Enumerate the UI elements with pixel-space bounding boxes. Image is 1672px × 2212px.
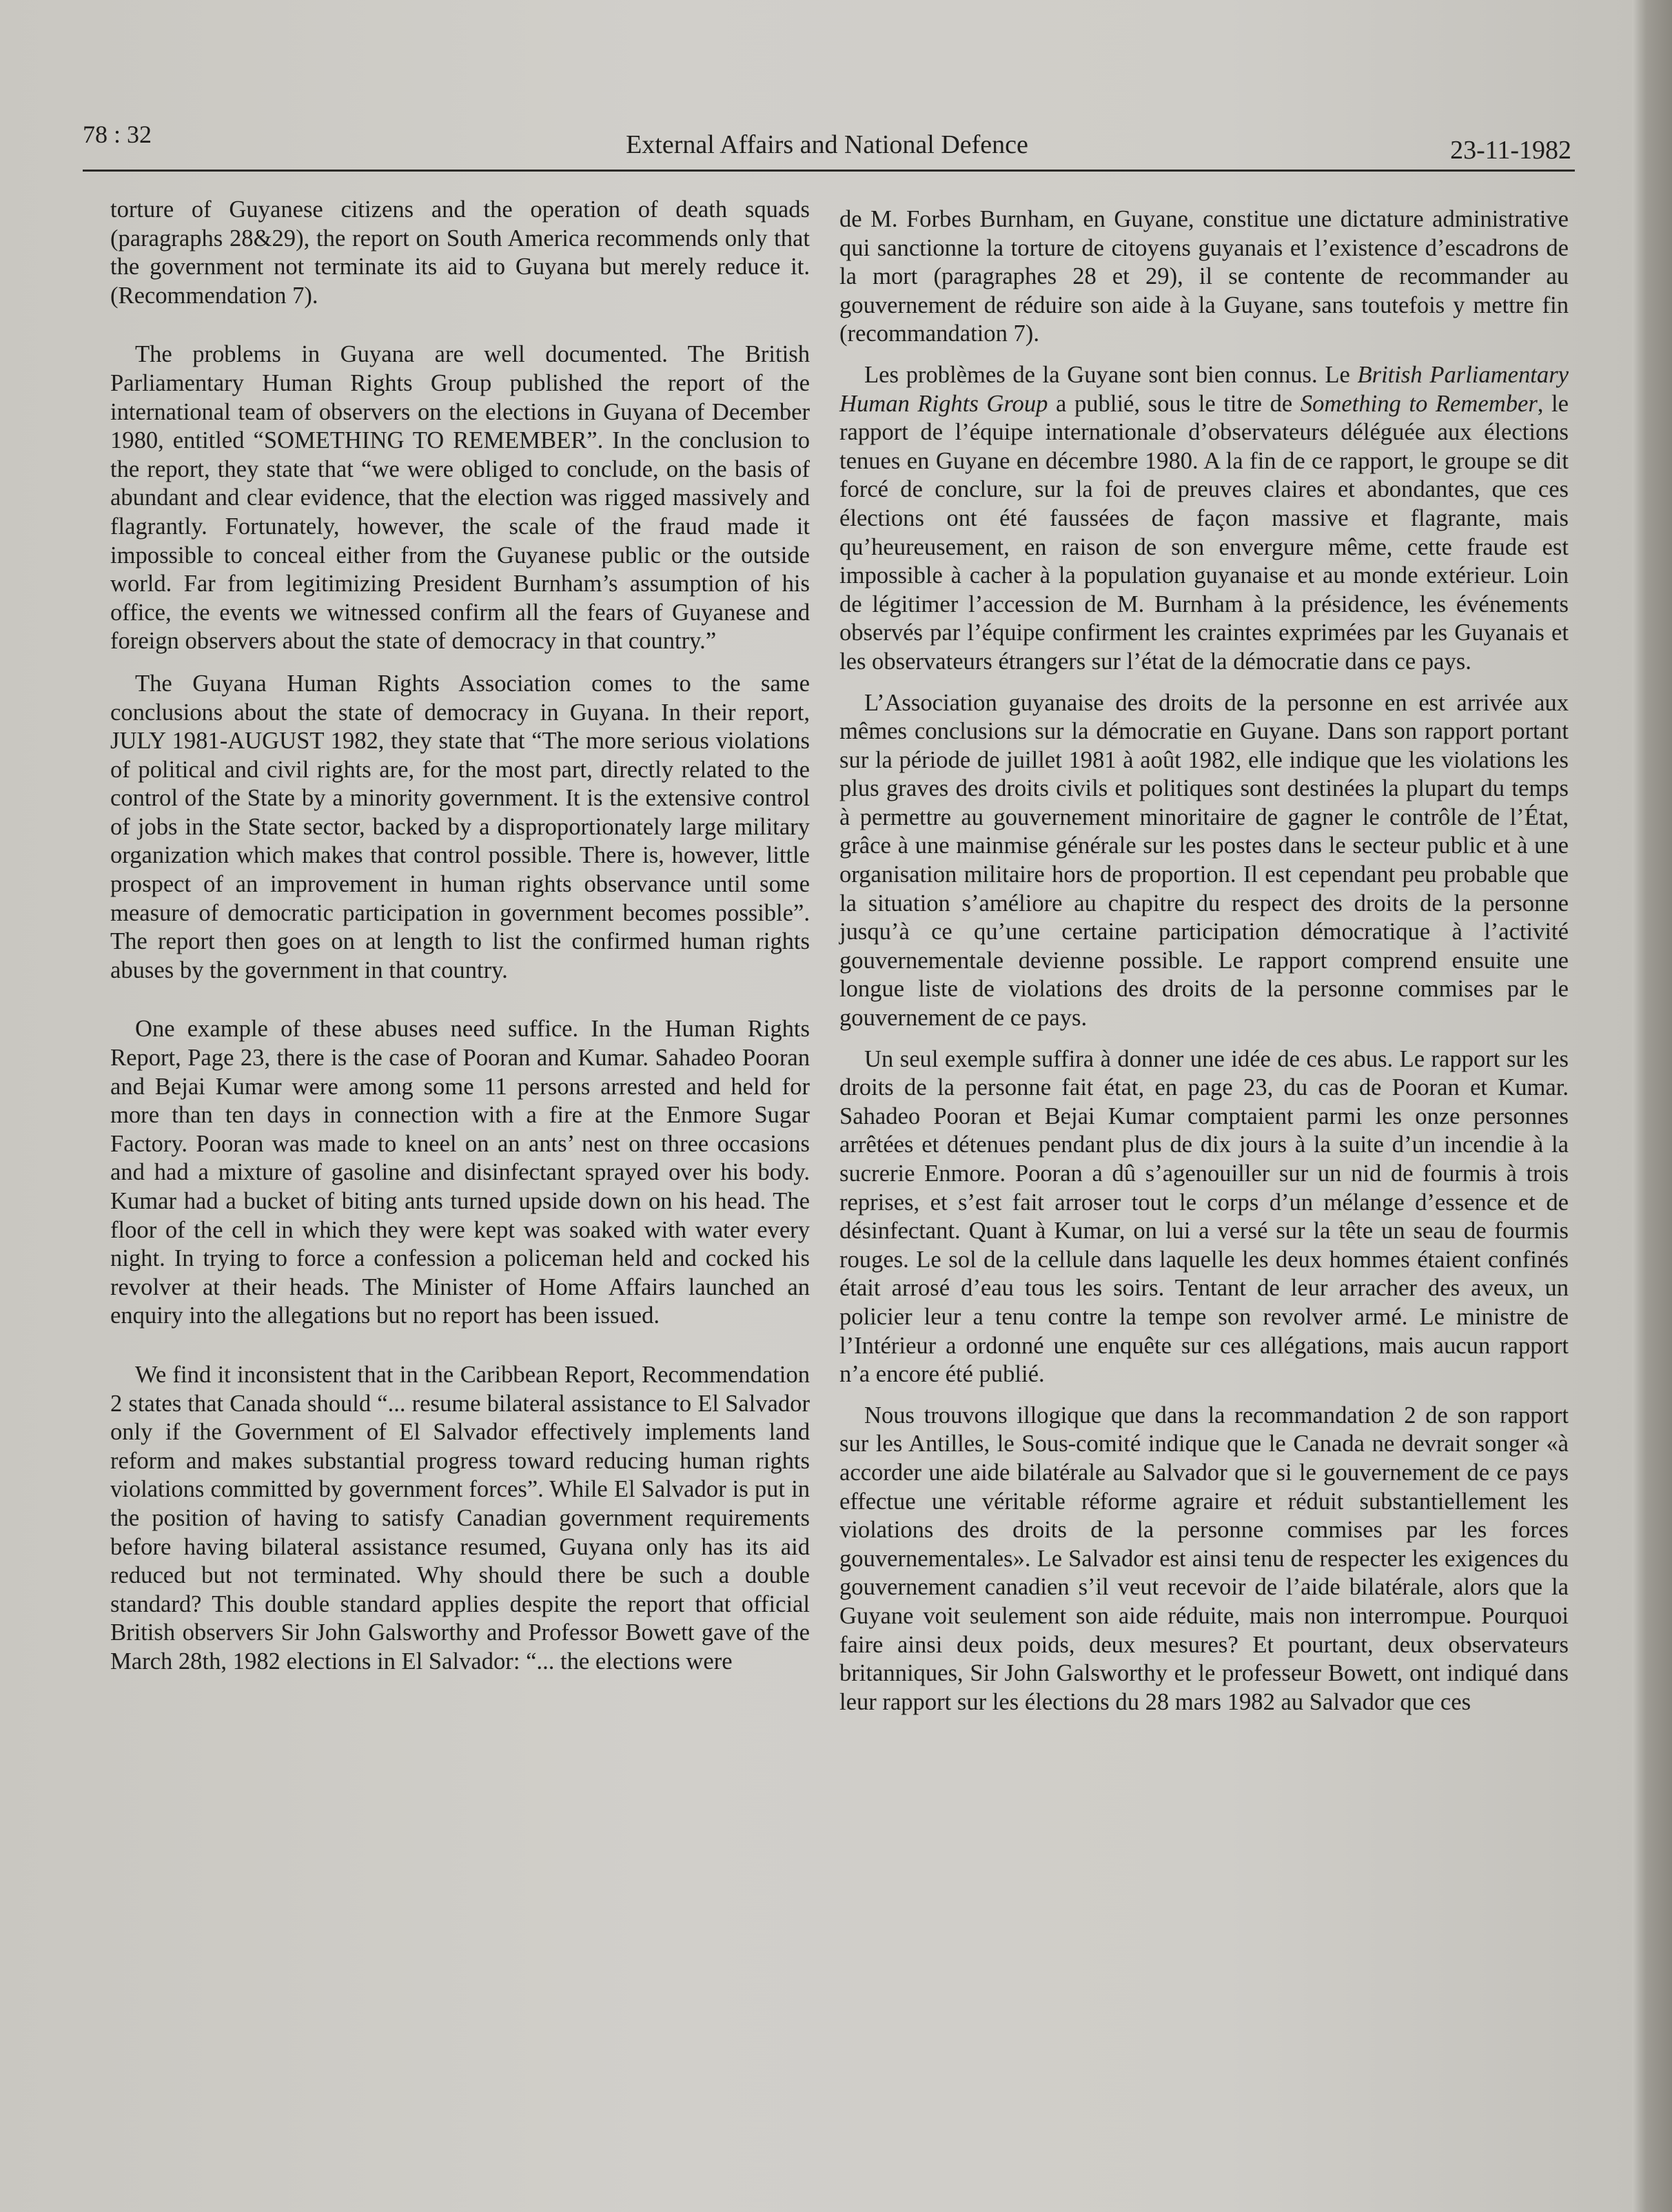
book-spine xyxy=(1632,0,1672,2212)
french-paragraph: Un seul exemple suffira à donner une idée de ces abus. Le rapport sur les droits de la personne fait état, en page 23, du cas de Pooran et Kumar. Sahadeo Pooran et Bejai Kumar comptaient parmi les onze personnes arrêtées et détenues pendant plus de dix jours à la suite d’un incendie à la sucrerie Enmore. Pooran a dû s’agenouiller sur un nid de fourmis à trois reprises, et s’est fait arroser tout le corps d’un mélange d’essence et de désinfectant. Quant à Kumar, on lui a versé sur la tête un seau de fourmis rouges. Le sol de la cellule dans laquelle les deux hommes étaient confinés était arrosé d’eau tous les soirs. Tentant de leur arracher des aveux, un policier leur a tenu contre la tempe son revolver armé. Le ministre de l’Intérieur a ordonné une enquête sur ces allégations, mais aucun rapport n’a encore été publié. xyxy=(839,1045,1569,1388)
english-paragraph: The problems in Guyana are well documented. The British Parliamentary Human Rights Group published the report of the international team of observers on the elections in Guyana of December 1980, entitled “SOMETHING TO REMEMBER”. In the conclusion to the report, they state that “we were obliged to conclude, on the basis of abundant and clear evidence, that the election was rigged massively and flagrantly. Fortunately, however, the scale of the fraud made it impossible to conceal either from the Guyanese public or the outside world. Far from legitimizing President Burnham’s assumption of his office, the events we witnessed confirm all the fears of Guyanese and foreign observers about the state of democracy in that country.” xyxy=(110,341,810,655)
english-column xyxy=(110,196,810,1690)
french-paragraph: de M. Forbes Burnham, en Guyane, constitue une dictature administrative qui sanctionne la torture de citoyens guyanais et l’existence d’escadrons de la mort (paragraphes 28 et 29), il se contente de recommander au gouvernement de réduire son aide à la Guyane, sans toutefois y mettre fin (recommandation 7). xyxy=(839,206,1569,347)
publication-title: External Affairs and National Defence xyxy=(626,130,1028,159)
french-paragraph: L’Association guyanaise des droits de la personne en est arrivée aux mêmes conclusions sur la démocratie en Guyane. Dans son rapport portant sur la période de juillet 1981 à août 1982, elle indique que les violations les plus graves des droits civils et politiques sont destinées la plupart du temps à permettre au gouvernement minoritaire de gagner le contrôle de l’État, grâce à une mainmise générale sur les postes dans le secteur public et à une organisation militaire hors de proportion. Il est cependant peu probable que la situation s’améliore au chapitre du respect des droits de la personne jusqu’à ce qu’une certaine participation démocratique à l’activité gouvernementale devienne possible. Le rapport comprend ensuite une longue liste de violations des droits de la personne commises par le gouvernement de ce pays. xyxy=(839,689,1569,1032)
french-text: , le rapport de l’équipe internationale d’observateurs déléguée aux élections tenues en Guyane en décembre 1980. A la fin de ce rapport, le groupe se dit forcé de conclure, sur la foi de preuves claires et abondantes, que ces élections ont été faussées de façon massive et flagrante, mais qu’heureusement, en raison de son envergure même, cette fraude est impossible à cacher à la population guyanaise et au monde extérieur. Loin de légitimer l’accession de M. Burnham à la présidence, les événements observés par l’équipe confirment les craintes exprimées par les Guyanais et les observateurs étrangers sur l’état de la démocratie dans ce pays. xyxy=(839,390,1569,675)
french-paragraph xyxy=(839,361,1569,677)
french-italic-title: British Parliamentary Human Rights Group xyxy=(839,361,1569,417)
french-text: Les problèmes de la Guyane sont bien connus. Le xyxy=(864,361,1358,388)
english-paragraph: One example of these abuses need suffice. In the Human Rights Report, Page 23, there is the case of Pooran and Kumar. Sahadeo Pooran and Bejai Kumar were among some 11 persons arrested and held for more than ten days in connection with a fire at the Enmore Sugar Factory. Pooran was made to kneel on an ants’ nest on three occasions and had a mixture of gasoline and disinfectant sprayed over his body. Kumar had a bucket of biting ants turned upside down on his head. The floor of the cell in which they were kept was soaked with water every night. In trying to force a confession a policeman held and cocked his revolver at their heads. The Minister of Home Affairs launched an enquiry into the allegations but no report has been issued. xyxy=(110,1016,810,1329)
french-column xyxy=(839,205,1569,1729)
french-italic-title: Something to Remember xyxy=(1300,390,1538,417)
english-paragraph: torture of Guyanese citizens and the operation of death squads (paragraphs 28&29), the report on South America recommends only that the government not terminate its aid to Guyana but merely reduce it. (Recommendation 7). xyxy=(110,196,810,309)
english-paragraph: We find it inconsistent that in the Caribbean Report, Recommendation 2 states that Canada should “... resume bilateral assistance to El Salvador only if the Government of El Salvador effectively implements land reform and makes substantial progress toward reducing human rights violations committed by government forces”. While El Salvador is put in the position of having to satisfy Canadian government requirements before having bilateral assistance resumed, Guyana only has its aid reduced but not terminated. Why should there be such a double standard? This double standard applies despite the report that official British observers Sir John Galsworthy and Professor Bowett gave of the March 28th, 1982 elections in El Salvador: “... the elections were xyxy=(110,1361,810,1675)
page-number: 78 : 32 xyxy=(83,121,152,148)
header-date: 23-11-1982 xyxy=(1450,136,1571,165)
english-paragraph: The Guyana Human Rights Association comes to the same conclusions about the state of democracy in Guyana. In their report, JULY 1981-AUGUST 1982, they state that “The more serious violations of political and civil rights are, for the most part, directly related to the control of the State by a minority government. It is the extensive control of jobs in the State sector, backed by a disproportionately large military organization which makes that control possible. There is, however, little prospect of an improvement in human rights observance until some measure of democratic participation in government becomes possible”. The report then goes on at length to list the confirmed human rights abuses by the government in that country. xyxy=(110,670,810,983)
running-header xyxy=(83,117,1571,165)
header-rule xyxy=(83,170,1575,172)
french-text: a publié, sous le titre de xyxy=(1048,390,1301,417)
french-paragraph: Nous trouvons illogique que dans la recommandation 2 de son rapport sur les Antilles, le Sous-comité indique que le Canada ne devrait songer «à accorder une aide bilatérale au Salvador que si le gouvernement de ce pays effectue une véritable réforme agraire et réduit substantiellement les violations des droits de la personne commises par les forces gouvernementales». Le Salvador est ainsi tenu de respecter les exigences du gouvernement canadien s’il veut recevoir de l’aide bilatérale, alors que la Guyane voit seulement son aide réduite, mais non interrompue. Pourquoi faire ainsi deux poids, deux mesures? Et pourtant, deux observateurs britanniques, Sir John Galsworthy et le professeur Bowett, ont indiqué dans leur rapport sur les élections du 28 mars 1982 au Salvador que ces xyxy=(839,1402,1569,1715)
